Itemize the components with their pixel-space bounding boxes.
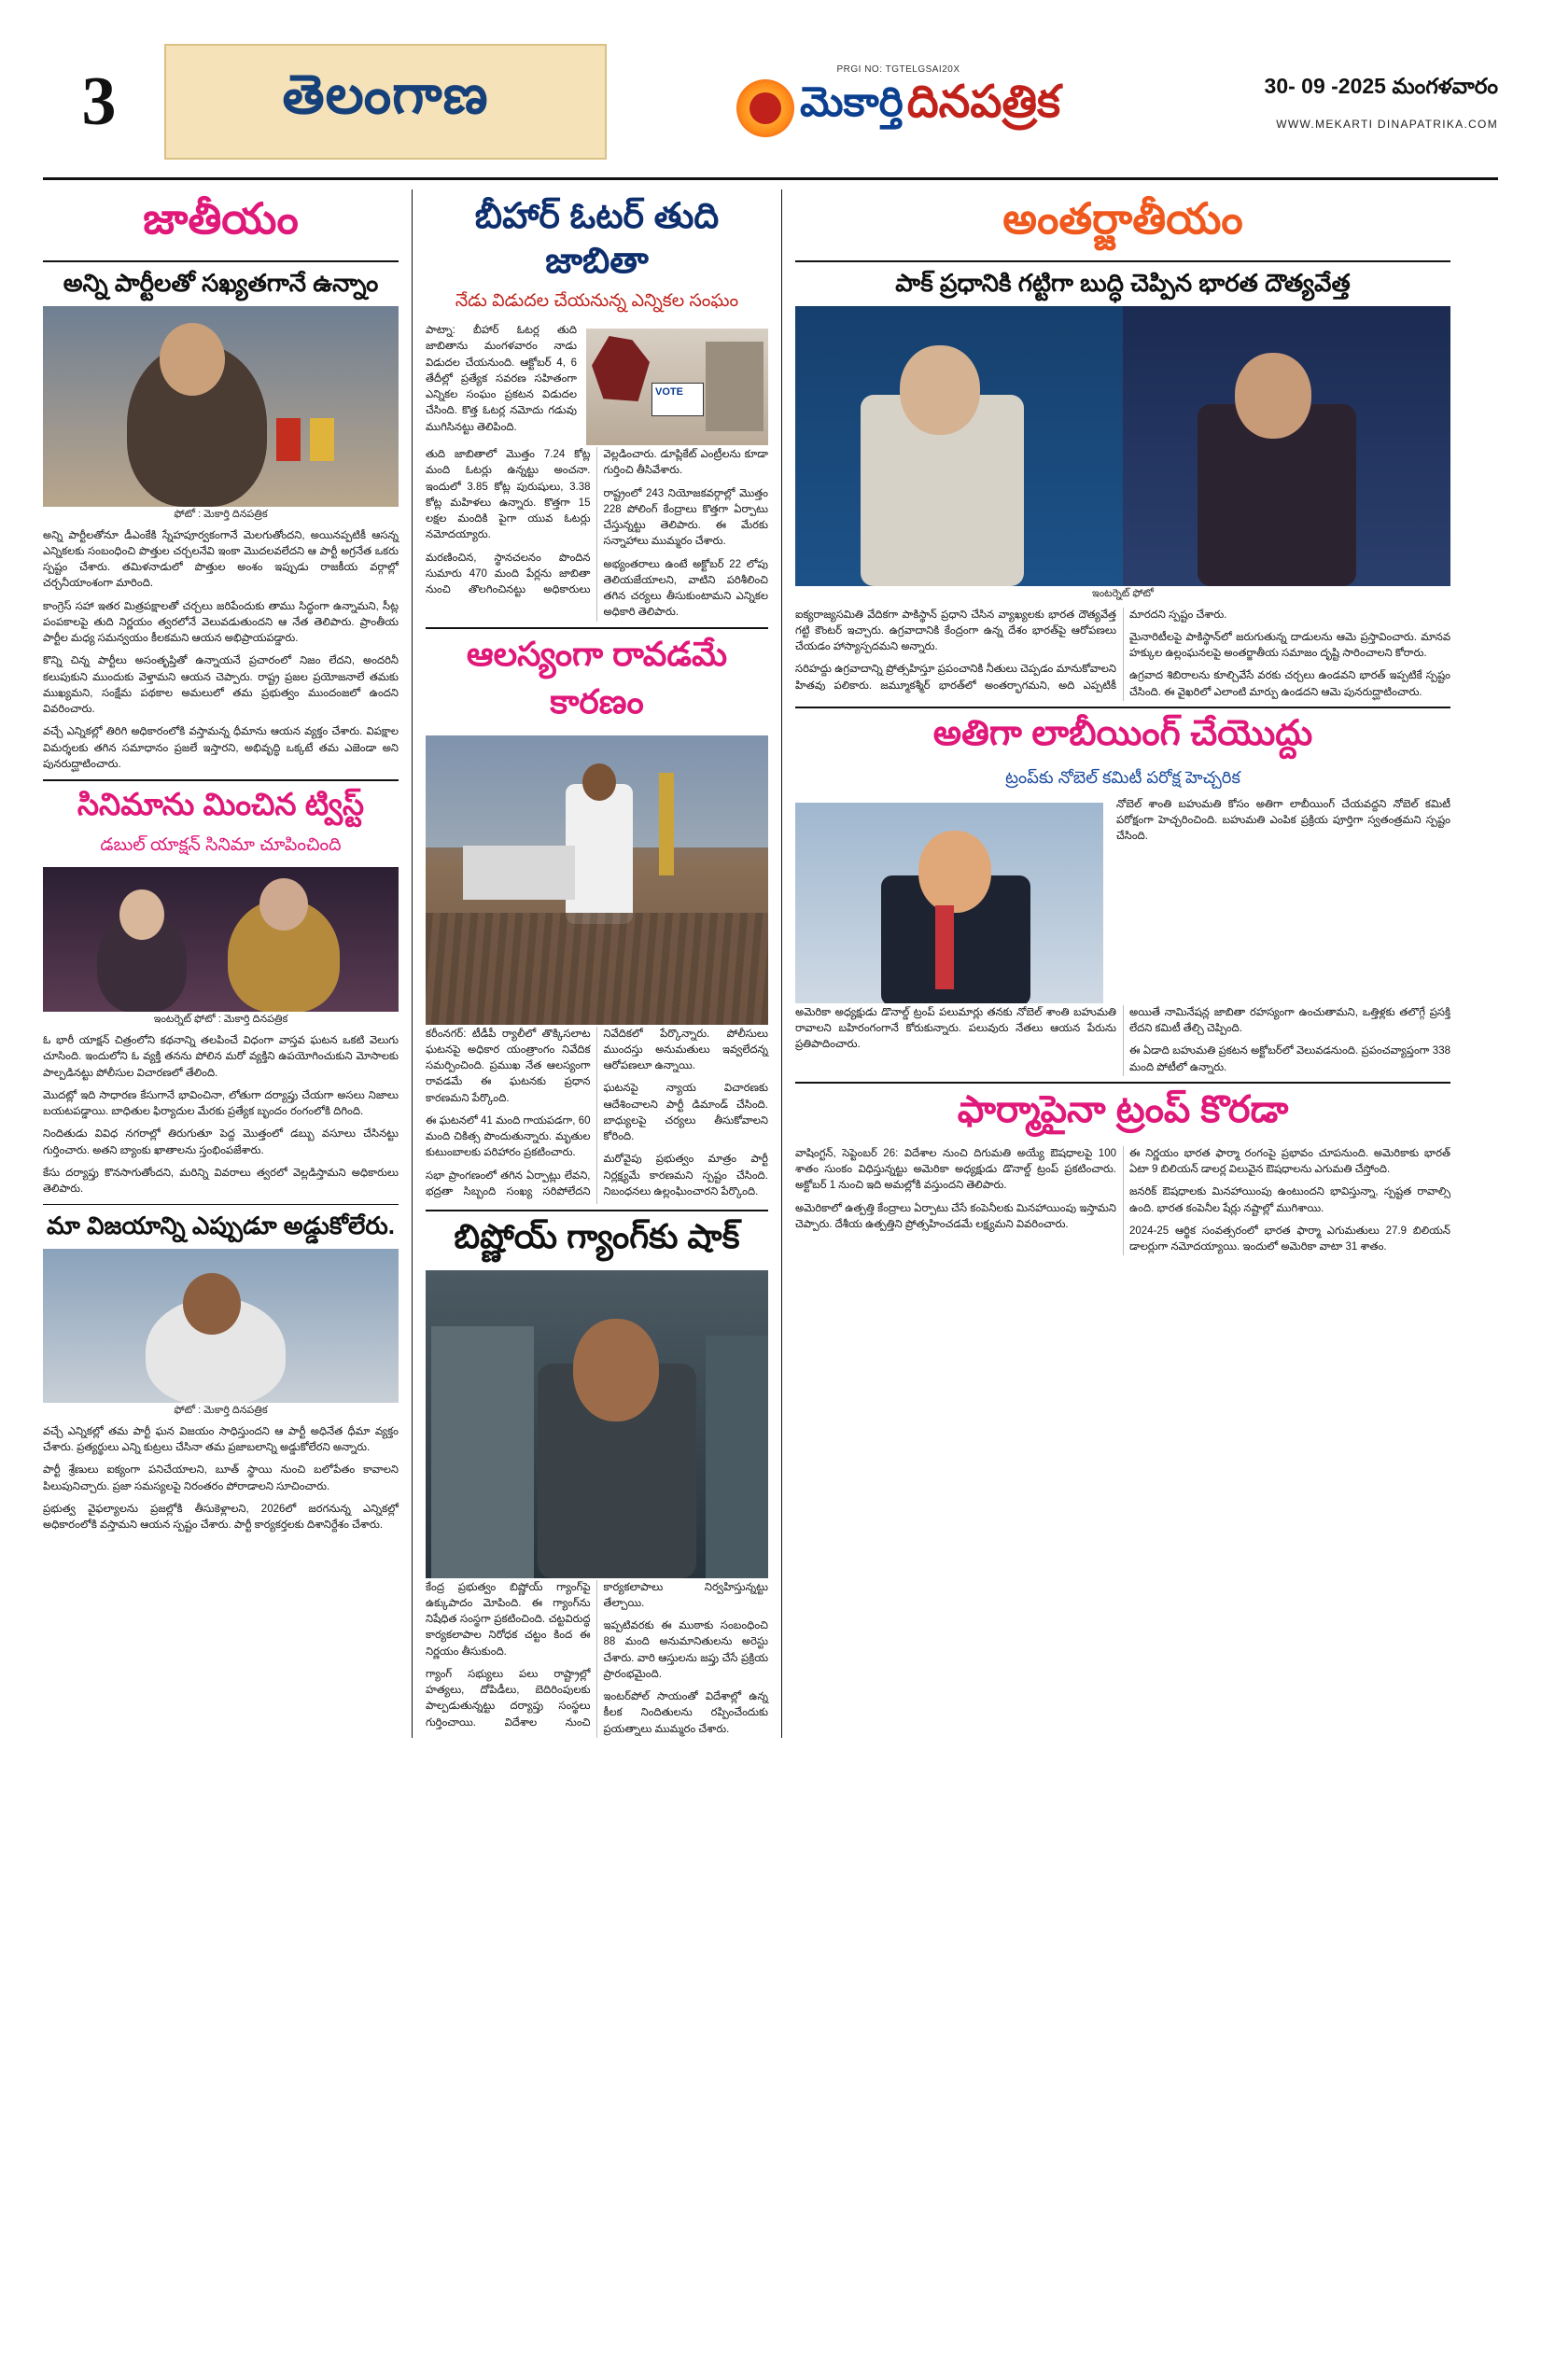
left-story1-headline: అన్ని పార్టీలతో సఖ్యతగానే ఉన్నాం xyxy=(63,269,379,297)
mid-story1-photo: VOTE xyxy=(586,329,768,445)
mid-story1-subhead: నేడు విడుదల చేయనున్న ఎన్నికల సంఘం xyxy=(455,291,739,311)
right-story2-headline: అతిగా లాబీయింగ్ చేయొద్దు xyxy=(932,713,1313,753)
right-story3-para-1: అమెరికాలో ఉత్పత్తి కేంద్రాలు ఏర్పాటు చేసే కంపెనీలకు మినహాయింపు ఇస్తామని చెప్పారు. దేశీయ ఉత్పత్తిని ప్రోత్సహించడమే లక్ష్యమని వివరించారు. xyxy=(795,1202,1116,1230)
right-story2-photo xyxy=(795,803,1103,1003)
right-story2-subhead: ట్రంప్‌కు నోబెల్ కమిటీ పరోక్ష హెచ్చరిక xyxy=(1005,767,1240,787)
brand-name-part2: దినపత్రిక xyxy=(906,77,1061,127)
page-content xyxy=(43,189,1498,1738)
column-left xyxy=(43,189,413,1738)
left-story3-photo xyxy=(43,1249,399,1403)
left-story3-headline: మా విజయాన్ని ఎప్పుడూ అడ్డుకోలేరు. xyxy=(46,1211,395,1240)
left-story3-para-0: వచ్చే ఎన్నికల్లో తమ పార్టీ ఘన విజయం సాధిస్తుందని ఆ పార్టీ అధినేత ధీమా వ్యక్తం చేశారు. ప్రత్యర్థులు ఎన్ని కుట్రలు చేసినా తమ ప్రజాబలాన్ని అడ్డుకోలేరని అన్నారు. xyxy=(43,1425,399,1453)
left-story2-caption: ఇంటర్నెట్ ఫోటో : మెకార్తి దినపత్రిక xyxy=(153,1014,288,1025)
mid-story1-para-4: అభ్యంతరాలు ఉంటే అక్టోబర్ 22 లోపు తెలియజేయాలని, వాటిని పరిశీలించి తగిన చర్యలు తీసుకుంటామని ఎన్నికల అధికారి తెలిపారు. xyxy=(603,558,768,619)
brand-name-part1: మెకార్తి xyxy=(799,79,904,125)
sun-icon xyxy=(736,79,794,137)
mid-story1-para-2: మరణించిన, స్థానచలనం పొందిన సుమారు 470 మంది పేర్లను జాబితా నుంచి తొలగించినట్టు అధికారులు వెల్లడించారు. డూప్లికేట్ ఎంట్రీలను కూడా గుర్తించి తీసివేశారు. xyxy=(426,449,768,595)
left-story3-para-2: ప్రభుత్వ వైఫల్యాలను ప్రజల్లోకి తీసుకెళ్లాలని, 2026లో జరగనున్న ఎన్నికల్లో అధికారంలోకి వస్తామని ఆయన స్పష్టం చేశారు. పార్టీ కార్యకర్తలకు దిశానిర్దేశం చేశారు. xyxy=(43,1503,399,1531)
mid-story1-para-3: రాష్ట్రంలో 243 నియోజకవర్గాల్లో మొత్తం 228 పోలింగ్ కేంద్రాలు కొత్తగా ఏర్పాటు చేస్తున్నట్టు తెలిపారు. ఈ మేరకు సన్నాహాలు ముమ్మరం చేశారు. xyxy=(603,487,768,548)
right-story1-para-1: సరిహద్దు ఉగ్రవాదాన్ని ప్రోత్సహిస్తూ ప్రపంచానికి నీతులు చెప్పడం మానుకోవాలని హితవు పలికారు. జమ్మూకశ్మీర్ భారత్‌లో అంతర్భాగమని, అది ఎప్పటికీ మారదని స్పష్టం చేశారు. xyxy=(795,609,1227,692)
mid-story2-para-3: ఘటనపై న్యాయ విచారణకు ఆదేశించాలని పార్టీ డిమాండ్ చేసింది. బాధ్యులపై చర్యలు తీసుకోవాలని కోరింది. xyxy=(603,1083,768,1142)
column-middle xyxy=(413,189,782,1738)
right-story2-para-3: ఈ ఏడాది బహుమతి ప్రకటన అక్టోబర్‌లో వెలువడనుంది. ప్రపంచవ్యాప్తంగా 338 మంది పోటీలో ఉన్నారు. xyxy=(1129,1045,1450,1073)
mid-story1-para-0: పాట్నా: బీహార్ ఓటర్ల తుది జాబితాను మంగళవారం నాడు విడుదల చేయనుంది. ఆక్టోబర్ 4, 6 తేదీల్లో ప్రత్యేక సవరణ సహితంగా ఎన్నికల సంఘం ప్రకటన విడుదల చేసింది. కొత్త ఓటర్ల నమోదు గడువు ముగిసినట్టు తెలిపింది. xyxy=(426,325,577,433)
mid-story3-photo xyxy=(426,1270,768,1578)
right-story1-photo xyxy=(795,306,1450,586)
edition-title-box xyxy=(164,44,607,160)
mid-story3-body xyxy=(426,1580,768,1738)
right-story1-para-0: ఐక్యరాజ్యసమితి వేదికగా పాకిస్థాన్ ప్రధాని చేసిన వ్యాఖ్యలకు భారత దౌత్యవేత్త గట్టి కౌంటర్ ఇచ్చారు. ఉగ్రవాదానికి కేంద్రంగా ఉన్న దేశం భారత్‌పై ఆరోపణలు చేయడం హాస్యాస్పదమని అన్నారు. xyxy=(795,609,1116,652)
mid-story3-headline: బిష్ణోయ్ గ్యాంగ్‌కు షాక్ xyxy=(454,1216,740,1255)
section-head-international: అంతర్జాతీయం xyxy=(1002,194,1243,243)
right-story3-para-3: జనరిక్ ఔషధాలకు మినహాయింపు ఉంటుందని భావిస్తున్నా, స్పష్టత రావాల్సి ఉంది. భారత కంపెనీల షేర్లు నష్టాల్లో ముగిశాయి. xyxy=(1129,1186,1450,1214)
date-block xyxy=(1190,74,1498,131)
right-story3-headline: ఫార్మాపైనా ట్రంప్ కొరడా xyxy=(957,1088,1289,1130)
mid-story2-para-2: సభా ప్రాంగణంలో తగిన ఏర్పాట్లు లేవని, భద్రతా సిబ్బంది సంఖ్య సరిపోలేదని నివేదికలో పేర్కొన్నారు. పోలీసులు ముందస్తు అనుమతులు ఇవ్వలేదన్న ఆరోపణలూ ఉన్నాయి. xyxy=(426,1028,768,1197)
mid-story2-body xyxy=(426,1027,768,1204)
mid-story1-body xyxy=(426,447,768,622)
edition-title: తెలంగాణ xyxy=(282,64,489,125)
right-story3-para-0: వాషింగ్టన్, సెప్టెంబర్ 26: విదేశాల నుంచి దిగుమతి అయ్యే ఔషధాలపై 100 శాతం సుంకం విధిస్తున్నట్టు అమెరికా అధ్యక్షుడు డొనాల్డ్ ట్రంప్ ప్రకటించారు. అక్టోబర్ 1 నుంచి ఇది అమల్లోకి వస్తుందని తెలిపారు. xyxy=(795,1147,1116,1192)
mid-story1-headline: బీహార్ ఓటర్ తుది జాబితా xyxy=(474,197,720,281)
right-story2-para-2: అయితే నామినేషన్ల జాబితా రహస్యంగా ఉంచుతామని, ఒత్తిళ్లకు తలొగ్గే ప్రసక్తి లేదని కమిటీ తేల్చి చెప్పింది. xyxy=(1129,1006,1450,1034)
left-story1-para-2: కొన్ని చిన్న పార్టీలు అసంతృప్తితో ఉన్నాయనే ప్రచారంలో నిజం లేదని, అందరినీ కలుపుకుని ముందుకు వెళ్తామని ఆయన చెప్పారు. రాష్ట్ర ప్రజల ప్రయోజనాలే తమకు ముఖ్యమని, సంక్షేమ పథకాల అమలులో తమ ప్రభుత్వం ముందంజలో ఉందని వివరించారు. xyxy=(43,655,399,715)
mid-story2-para-4: మరోవైపు ప్రభుత్వం మాత్రం పార్టీ నిర్లక్ష్యమే కారణమని స్పష్టం చేసింది. నిబంధనలు ఉల్లంఘించారని పేర్కొంది. xyxy=(603,1154,768,1197)
masthead xyxy=(43,32,1498,180)
right-story1-headline: పాక్ ప్రధానికి గట్టిగా బుద్ధి చెప్పిన భారత దౌత్యవేత్త xyxy=(895,269,1351,297)
brand-block xyxy=(607,64,1190,139)
page-number: 3 xyxy=(81,63,117,140)
mid-story1-para-1: తుది జాబితాలో మొత్తం 7.24 కోట్ల మంది ఓటర్లు ఉన్నట్టు అంచనా. ఇందులో 3.85 కోట్ల పురుషులు, 3.38 కోట్ల మహిళలు ఉన్నారు. కొత్తగా 15 లక్షల మందికి పైగా యువ ఓటర్లు నమోదయ్యారు. xyxy=(426,449,591,541)
brand-registration: PRGI NO: TGTELGSAI20X xyxy=(836,64,960,75)
left-story1-para-3: వచ్చే ఎన్నికల్లో తిరిగి అధికారంలోకి వస్తామన్న ధీమాను ఆయన వ్యక్తం చేశారు. విపక్షాల విమర్శలకు తగిన సమాధానం ప్రజలే ఇస్తారని, అభివృద్ధి ఒక్కటే తమ ఎజెండా అని పునరుద్ఘాటించారు. xyxy=(43,726,399,770)
left-story2-para-0: ఓ భారీ యాక్షన్ చిత్రంలోని కథనాన్ని తలపించే విధంగా వాస్తవ ఘటన ఒకటి వెలుగు చూసింది. ఇందులోని ఓ వ్యక్తి తనను పోలిన మరో వ్యక్తిని ఉపయోగించుకుని మోసాలకు పాల్పడినట్టు పోలీసుల విచారణలో తేలింది. xyxy=(43,1035,399,1079)
mid-story2-photo xyxy=(426,735,768,1025)
left-story2-subhead: డబుల్ యాక్షన్ సినిమా చూపించింది xyxy=(100,835,342,855)
right-story1-para-3: ఉగ్రవాద శిబిరాలను కూల్చివేసే వరకు చర్చలు ఉండవని భారత్ ఇప్పటికే స్పష్టం చేసింది. ఈ వైఖరిలో ఎలాంటి మార్పు ఉండదని ఆమె పునరుద్ఘాటించారు. xyxy=(1129,670,1450,698)
right-story3-para-4: 2024-25 ఆర్థిక సంవత్సరంలో భారత ఫార్మా ఎగుమతులు 27.9 బిలియన్ డాలర్లుగా నమోదయ్యాయి. ఇందులో అమెరికా వాటా 31 శాతం. xyxy=(1129,1225,1450,1253)
publication-date: 30- 09 -2025 మంగళవారం xyxy=(1264,73,1498,98)
right-story3-para-2: ఈ నిర్ణయం భారత ఫార్మా రంగంపై ప్రభావం చూపనుంది. అమెరికాకు భారత్ ఏటా 9 బిలియన్ డాలర్ల విలువైన ఔషధాలను ఎగుమతి చేస్తోంది. xyxy=(1129,1147,1450,1175)
left-story1-para-0: అన్ని పార్టీలతోనూ డీఎంకేకి స్నేహపూర్వకంగానే మెలగుతోందని, అయినప్పటికీ ఆసన్న ఎన్నికలకు సంబంధించి పొత్తుల చర్చలనేవి ఇంకా మొదలవలేదని ఆ పార్టీ అగ్రనేత ఒకరు స్పష్టం చేశారు. తమిళనాడులో పొత్తుల అంశం ఇప్పుడు రాజకీయ వర్గాల్లో చర్చనీయాంశంగా మారింది. xyxy=(43,529,399,590)
mid-story3-para-2: ఇప్పటివరకు ఈ ముఠాకు సంబంధించి 88 మంది అనుమానితులను అరెస్టు చేశారు. వారి ఆస్తులను జప్తు చేసే ప్రక్రియ ప్రారంభమైంది. xyxy=(603,1620,768,1680)
left-story1-para-1: కాంగ్రెస్ సహా ఇతర మిత్రపక్షాలతో చర్చలు జరిపేందుకు తాము సిద్ధంగా ఉన్నామని, సీట్ల పంపకాలపై తుది నిర్ణయం త్వరలోనే వెలువడుతుందని ఆ నేత తెలిపారు. ప్రాంతీయ పార్టీల మధ్య సమన్వయం కీలకమని ఆయన అభిప్రాయపడ్డారు. xyxy=(43,600,399,644)
right-story1-para-2: మైనారిటీలపై పాకిస్థాన్‌లో జరుగుతున్న దాడులను ఆమె ప్రస్తావించారు. మానవ హక్కుల ఉల్లంఘనలపై అంతర్జాతీయ సమాజం దృష్టి సారించాలని కోరారు. xyxy=(1129,631,1450,659)
mid-story3-para-0: కేంద్ర ప్రభుత్వం బిష్ణోయ్ గ్యాంగ్‌పై ఉక్కుపాదం మోపింది. ఈ గ్యాంగ్‌ను నిషేధిత సంస్థగా ప్రకటించింది. చట్టవిరుద్ధ కార్యకలాపాల నిరోధక చట్టం కింద ఈ నిర్ణయం తీసుకుంది. xyxy=(426,1581,591,1658)
left-story3-caption: ఫోటో : మెకార్తి దినపత్రిక xyxy=(174,1404,268,1416)
left-story2-para-1: మొదట్లో ఇది సాధారణ కేసుగానే భావించినా, లోతుగా దర్యాప్తు చేయగా అసలు నిజాలు బయటపడ్డాయి. బాధితుల ఫిర్యాదుల మేరకు ప్రత్యేక బృందం రంగంలోకి దిగింది. xyxy=(43,1089,399,1117)
left-story1-photo xyxy=(43,306,399,507)
mid-story3-para-3: ఇంటర్‌పోల్ సాయంతో విదేశాల్లో ఉన్న కీలక నిందితులను రప్పించేందుకు ప్రయత్నాలు ముమ్మరం చేశారు. xyxy=(603,1691,768,1735)
left-story2-para-3: కేసు దర్యాప్తు కొనసాగుతోందని, మరిన్ని వివరాలు త్వరలో వెల్లడిస్తామని అధికారులు తెలిపారు. xyxy=(43,1167,399,1195)
mid-story2-para-1: ఈ ఘటనలో 41 మంది గాయపడగా, 60 మంది చికిత్స పొందుతున్నారు. మృతుల కుటుంబాలకు పరిహారం ప్రకటించారు. xyxy=(426,1114,591,1159)
mid-story3-para-1: గ్యాంగ్ సభ్యులు పలు రాష్ట్రాల్లో హత్యలు, దోపిడీలు, బెదిరింపులకు పాల్పడుతున్నట్టు దర్యాప్తు సంస్థలు గుర్తించాయి. విదేశాల నుంచి కార్యకలాపాలు నిర్వహిస్తున్నట్టు తేల్చాయి. xyxy=(426,1581,768,1729)
brand-logo xyxy=(736,77,1060,139)
right-story2-body xyxy=(795,1005,1450,1076)
right-story2-para-1: అమెరికా అధ్యక్షుడు డొనాల్డ్ ట్రంప్ పలుమార్లు తనకు నోబెల్ శాంతి బహుమతి రావాలని బహిరంగంగానే కోరుకున్నారు. పలువురు నేతలు ఆయన పేరును ప్రతిపాదించారు. xyxy=(795,1006,1116,1051)
left-story3-para-1: పార్టీ శ్రేణులు ఐక్యంగా పనిచేయాలని, బూత్ స్థాయి నుంచి బలోపేతం కావాలని పిలుపునిచ్చారు. ప్రజా సమస్యలపై నిరంతరం పోరాడాలని సూచించారు. xyxy=(43,1464,399,1492)
right-story1-caption: ఇంటర్నెట్ ఫోటో xyxy=(1092,587,1154,599)
right-story3-body xyxy=(795,1146,1450,1256)
left-story2-photo xyxy=(43,867,399,1012)
mid-story2-para-0: కరీంనగర్: టీడీపీ ర్యాలీలో తొక్కిసలాట ఘటనపై అధికార యంత్రాంగం నివేదిక సమర్పించింది. ప్రముఖ నేత ఆలస్యంగా రావడమే ఈ ఘటనకు ప్రధాన కారణమని పేర్కొంది. xyxy=(426,1028,591,1104)
column-right xyxy=(782,189,1450,1738)
right-story2-para-0: నోబెల్ శాంతి బహుమతి కోసం అతిగా లాబీయింగ్ చేయవద్దని నోబెల్ కమిటీ పరోక్షంగా హెచ్చరించింది. బహుమతి ఎంపిక ప్రక్రియ పూర్తిగా స్వతంత్రమని స్పష్టం చేసింది. xyxy=(1116,798,1450,843)
left-story2-para-2: నిందితుడు వివిధ నగరాల్లో తిరుగుతూ పెద్ద మొత్తంలో డబ్బు వసూలు చేసినట్టు గుర్తించారు. అతని బ్యాంకు ఖాతాలను స్తంభింపజేశారు. xyxy=(43,1128,399,1156)
left-story2-headline: సినిమాను మించిన ట్విస్ట్ xyxy=(77,787,365,821)
left-story1-caption: ఫోటో : మెకార్తి దినపత్రిక xyxy=(174,508,268,520)
website-url[interactable]: WWW.MEKARTI DINAPATRIKA.COM xyxy=(1276,117,1498,131)
section-head-national: జాతీయం xyxy=(143,194,299,243)
mid-story2-headline: ఆలస్యంగా రావడమే కారణం xyxy=(466,634,728,721)
right-story1-body xyxy=(795,608,1450,701)
